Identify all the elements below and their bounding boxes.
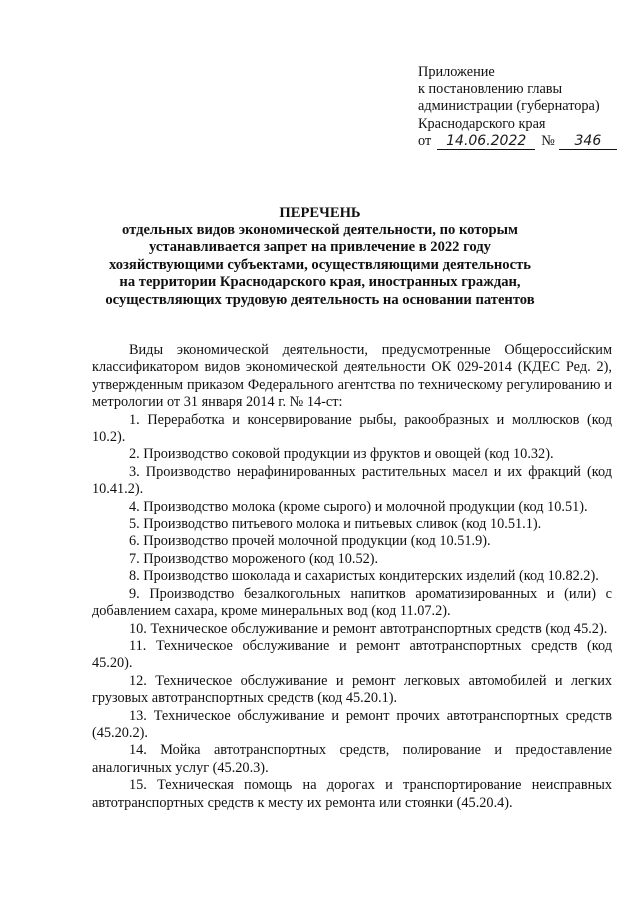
list-item: 14. Мойка автотранспортных средств, полирование и предоставление аналогичных услуг (45.20.3). xyxy=(92,742,612,776)
handwritten-date: 14.06.2022 xyxy=(437,134,535,150)
appendix-line-1: Приложение xyxy=(418,64,495,80)
title-subtitle-line-1: отдельных видов экономической деятельности, по которым xyxy=(121,222,519,238)
list-item: 11. Техническое обслуживание и ремонт автотранспортных средств (код 45.20). xyxy=(92,637,612,672)
list-item: 12. Техническое обслуживание и ремонт легковых автомобилей и легких грузовых автотранспортных средств (код 45.20.1). xyxy=(92,672,612,707)
list-item: 7. Производство мороженого (код 10.52). xyxy=(129,550,379,567)
date-prefix: от xyxy=(418,132,432,149)
list-item: 10. Техническое обслуживание и ремонт автотранспортных средств (код 45.2). xyxy=(129,620,608,637)
title-subtitle-line-3: хозяйствующими субъектами, осуществляющими деятельность xyxy=(109,256,531,273)
title-heading: ПЕРЕЧЕНЬ xyxy=(279,205,361,221)
list-item: 3. Производство нерафинированных растительных масел и их фракций (код 10.41.2). xyxy=(92,463,612,498)
title-subtitle-line-4: на территории Краснодарского края, иностранных граждан, xyxy=(119,274,521,291)
document-body xyxy=(92,342,612,812)
list-item: 4. Производство молока (кроме сырого) и молочной продукции (код 10.51). xyxy=(129,498,588,515)
list-item: 1. Переработка и консервирование рыбы, ракообразных и моллюсков (код 10.2). xyxy=(92,411,612,446)
title-subtitle-line-5: осуществляющих трудовую деятельность на основании патентов xyxy=(105,291,535,308)
list-item: 8. Производство шоколада и сахаристых кондитерских изделий (код 10.82.2). xyxy=(129,568,599,585)
list-item: 5. Производство питьевого молока и питьевых сливок (код 10.51.1). xyxy=(129,516,542,533)
title-subtitle-line-2: устанавливается запрет на привлечение в 2022 году xyxy=(149,239,491,256)
handwritten-number: 346 xyxy=(559,134,617,150)
appendix-block xyxy=(418,64,628,150)
list-item: 6. Производство прочей молочной продукции (код 10.51.9). xyxy=(129,533,491,550)
appendix-line-2: к постановлению главы xyxy=(418,81,563,98)
appendix-line-3: администрации (губернатора) xyxy=(418,98,600,115)
list-item: 15. Техническая помощь на дорогах и транспортирование неисправных автотранспортных средств к месту их ремонта или стоянки (45.20.4). xyxy=(92,777,612,811)
appendix-date-line xyxy=(418,133,628,150)
document-title xyxy=(0,205,640,309)
appendix-line-4: Краснодарского края xyxy=(418,115,546,132)
intro-paragraph: Виды экономической деятельности, предусмотренные Общероссийским классификатором видов экономической деятельности ОК 029-2014 (КДЕС Ред. 2), утвержденным приказом Федерального агентства по техническому регулированию и метрологии от 31 января 2014 г. № 14-ст: xyxy=(92,342,612,411)
list-item: 2. Производство соковой продукции из фруктов и овощей (код 10.32). xyxy=(129,446,554,463)
list-item: 9. Производство безалкогольных напитков ароматизированных и (или) с добавлением сахара, кроме минеральных вод (код 11.07.2). xyxy=(92,585,612,620)
number-prefix: № xyxy=(541,132,555,149)
list-item: 13. Техническое обслуживание и ремонт прочих автотранспортных средств (45.20.2). xyxy=(92,707,612,741)
